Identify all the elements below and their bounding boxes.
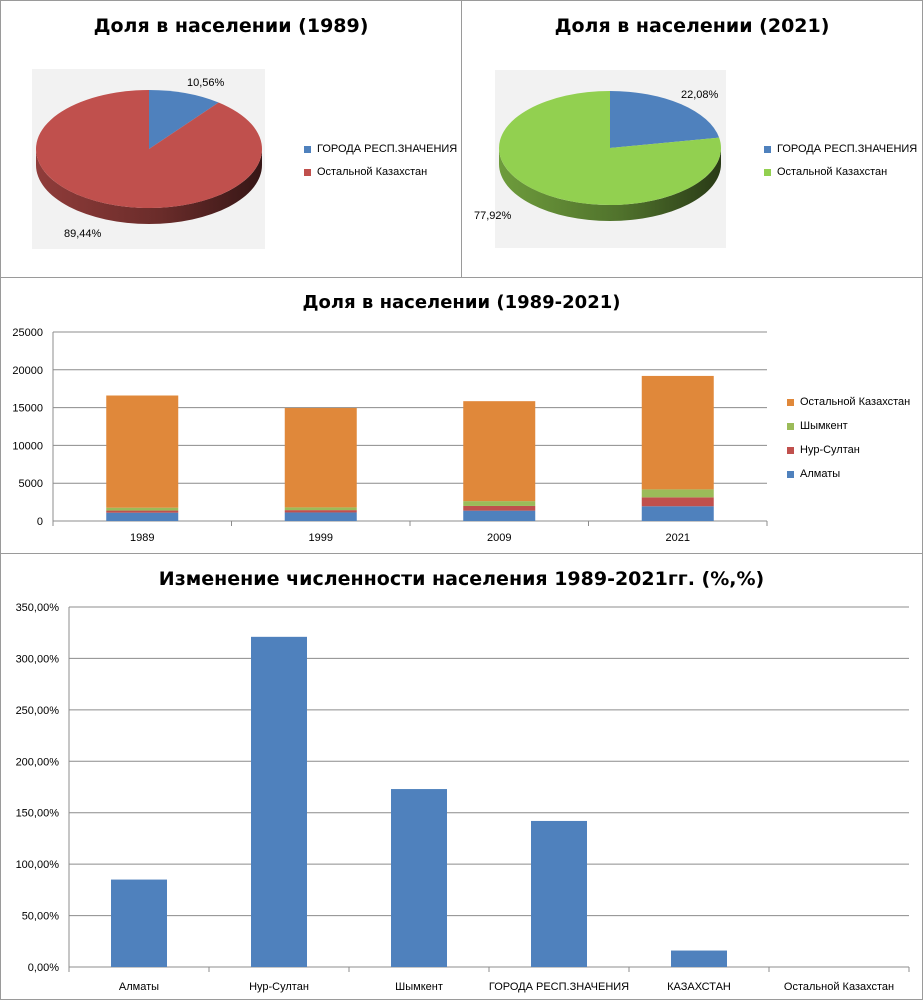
- y-tick-label: 25000: [12, 327, 43, 339]
- legend-label: Алматы: [800, 468, 841, 480]
- x-tick-label: Алматы: [118, 981, 160, 993]
- growth-bar-title: Изменение численности населения 1989-2021гг. (%,%): [158, 568, 765, 590]
- stacked-bar-segment: [106, 396, 178, 508]
- legend-item-cities: [764, 142, 917, 156]
- legend-item-rest: [764, 165, 917, 179]
- stacked-bar-segment: [106, 508, 178, 511]
- y-tick-label: 10000: [12, 440, 43, 453]
- x-tick-label: 2021: [665, 532, 690, 544]
- growth-bar-chart: [1, 554, 922, 999]
- pie-1989-panel: [0, 0, 462, 278]
- x-tick-label: Шымкент: [395, 981, 443, 993]
- y-tick-label: 0: [36, 516, 43, 528]
- legend-label: ГОРОДА РЕСП.ЗНАЧЕНИЯ: [777, 143, 918, 155]
- pie-value-label: 89,44%: [64, 228, 102, 240]
- y-tick-label: 150,00%: [15, 807, 59, 820]
- pie-2021-chart: [462, 1, 922, 277]
- legend-item-cities: [304, 142, 457, 156]
- y-tick-label: 200,00%: [15, 756, 59, 769]
- pie-1989-legend: [304, 142, 457, 188]
- legend-item-almaty: [787, 467, 910, 481]
- x-tick-label: 2009: [487, 532, 512, 544]
- pie-slice: [36, 90, 262, 208]
- stacked-bar-segment: [285, 507, 357, 510]
- x-tick-label: 1989: [130, 532, 155, 544]
- y-tick-label: 350,00%: [15, 602, 59, 614]
- growth-bar: [671, 951, 727, 967]
- pie-value-label: 22,08%: [681, 89, 719, 101]
- stacked-bar-segment: [642, 376, 714, 489]
- stacked-bar-panel: [0, 277, 923, 554]
- pie-1989-chart: [1, 1, 461, 277]
- legend-label: Нур-Султан: [800, 444, 860, 456]
- y-tick-label: 100,00%: [15, 859, 59, 872]
- legend-swatch: [787, 447, 794, 454]
- legend-swatch: [787, 399, 794, 406]
- legend-swatch: [787, 423, 794, 430]
- y-tick-label: 20000: [12, 364, 43, 377]
- x-tick-label: КАЗАХСТАН: [667, 981, 731, 993]
- stacked-bar-legend: [787, 395, 910, 491]
- stacked-bar-segment: [642, 506, 714, 521]
- stacked-bar-chart: [1, 278, 922, 553]
- x-tick-label: ГОРОДА РЕСП.ЗНАЧЕНИЯ: [488, 981, 630, 993]
- pie-2021-panel: [461, 0, 923, 278]
- pie-1989-title: Доля в населении (1989): [93, 15, 369, 37]
- x-tick-label: Остальной Казахстан: [783, 981, 895, 993]
- stacked-bar-segment: [285, 510, 357, 512]
- y-tick-label: 5000: [18, 478, 43, 491]
- legend-label: Шымкент: [800, 420, 848, 432]
- legend-item-rest: [787, 395, 910, 409]
- stacked-bar-segment: [285, 408, 357, 507]
- stacked-bar-title: Доля в населении (1989-2021): [302, 292, 621, 313]
- legend-swatch: [787, 471, 794, 478]
- legend-swatch: [304, 169, 311, 176]
- legend-label: ГОРОДА РЕСП.ЗНАЧЕНИЯ: [317, 143, 458, 155]
- stacked-bar-segment: [463, 401, 535, 501]
- y-tick-label: 15000: [12, 402, 43, 415]
- stacked-bar-segment: [106, 513, 178, 521]
- x-tick-label: Нур-Султан: [249, 981, 309, 993]
- y-tick-label: 50,00%: [21, 910, 59, 923]
- stacked-bar-segment: [285, 512, 357, 521]
- legend-label: Остальной Казахстан: [777, 166, 888, 178]
- legend-swatch: [304, 146, 311, 153]
- legend-label: Остальной Казахстан: [317, 166, 428, 178]
- stacked-bar-segment: [463, 511, 535, 521]
- stacked-bar-segment: [642, 497, 714, 506]
- legend-label: Остальной Казахстан: [800, 396, 911, 408]
- stacked-bar-segment: [642, 489, 714, 497]
- pie-2021-title: Доля в населении (2021): [554, 15, 830, 37]
- pie-2021-legend: [764, 142, 917, 188]
- legend-item-rest: [304, 165, 457, 179]
- stacked-bar-segment: [106, 511, 178, 513]
- growth-bar: [531, 821, 587, 967]
- pie-value-label: 77,92%: [474, 210, 512, 222]
- legend-item-shymkent: [787, 419, 910, 433]
- growth-bar-panel: [0, 553, 923, 1000]
- growth-bar: [251, 637, 307, 967]
- y-tick-label: 300,00%: [15, 653, 59, 666]
- growth-bar: [391, 789, 447, 967]
- growth-bar: [111, 880, 167, 967]
- x-tick-label: 1999: [308, 532, 333, 544]
- stacked-bar-segment: [463, 506, 535, 511]
- legend-swatch: [764, 169, 771, 176]
- y-tick-label: 0,00%: [27, 962, 59, 974]
- y-tick-label: 250,00%: [15, 704, 59, 717]
- legend-item-nursultan: [787, 443, 910, 457]
- legend-swatch: [764, 146, 771, 153]
- stacked-bar-segment: [463, 501, 535, 506]
- pie-value-label: 10,56%: [187, 77, 225, 89]
